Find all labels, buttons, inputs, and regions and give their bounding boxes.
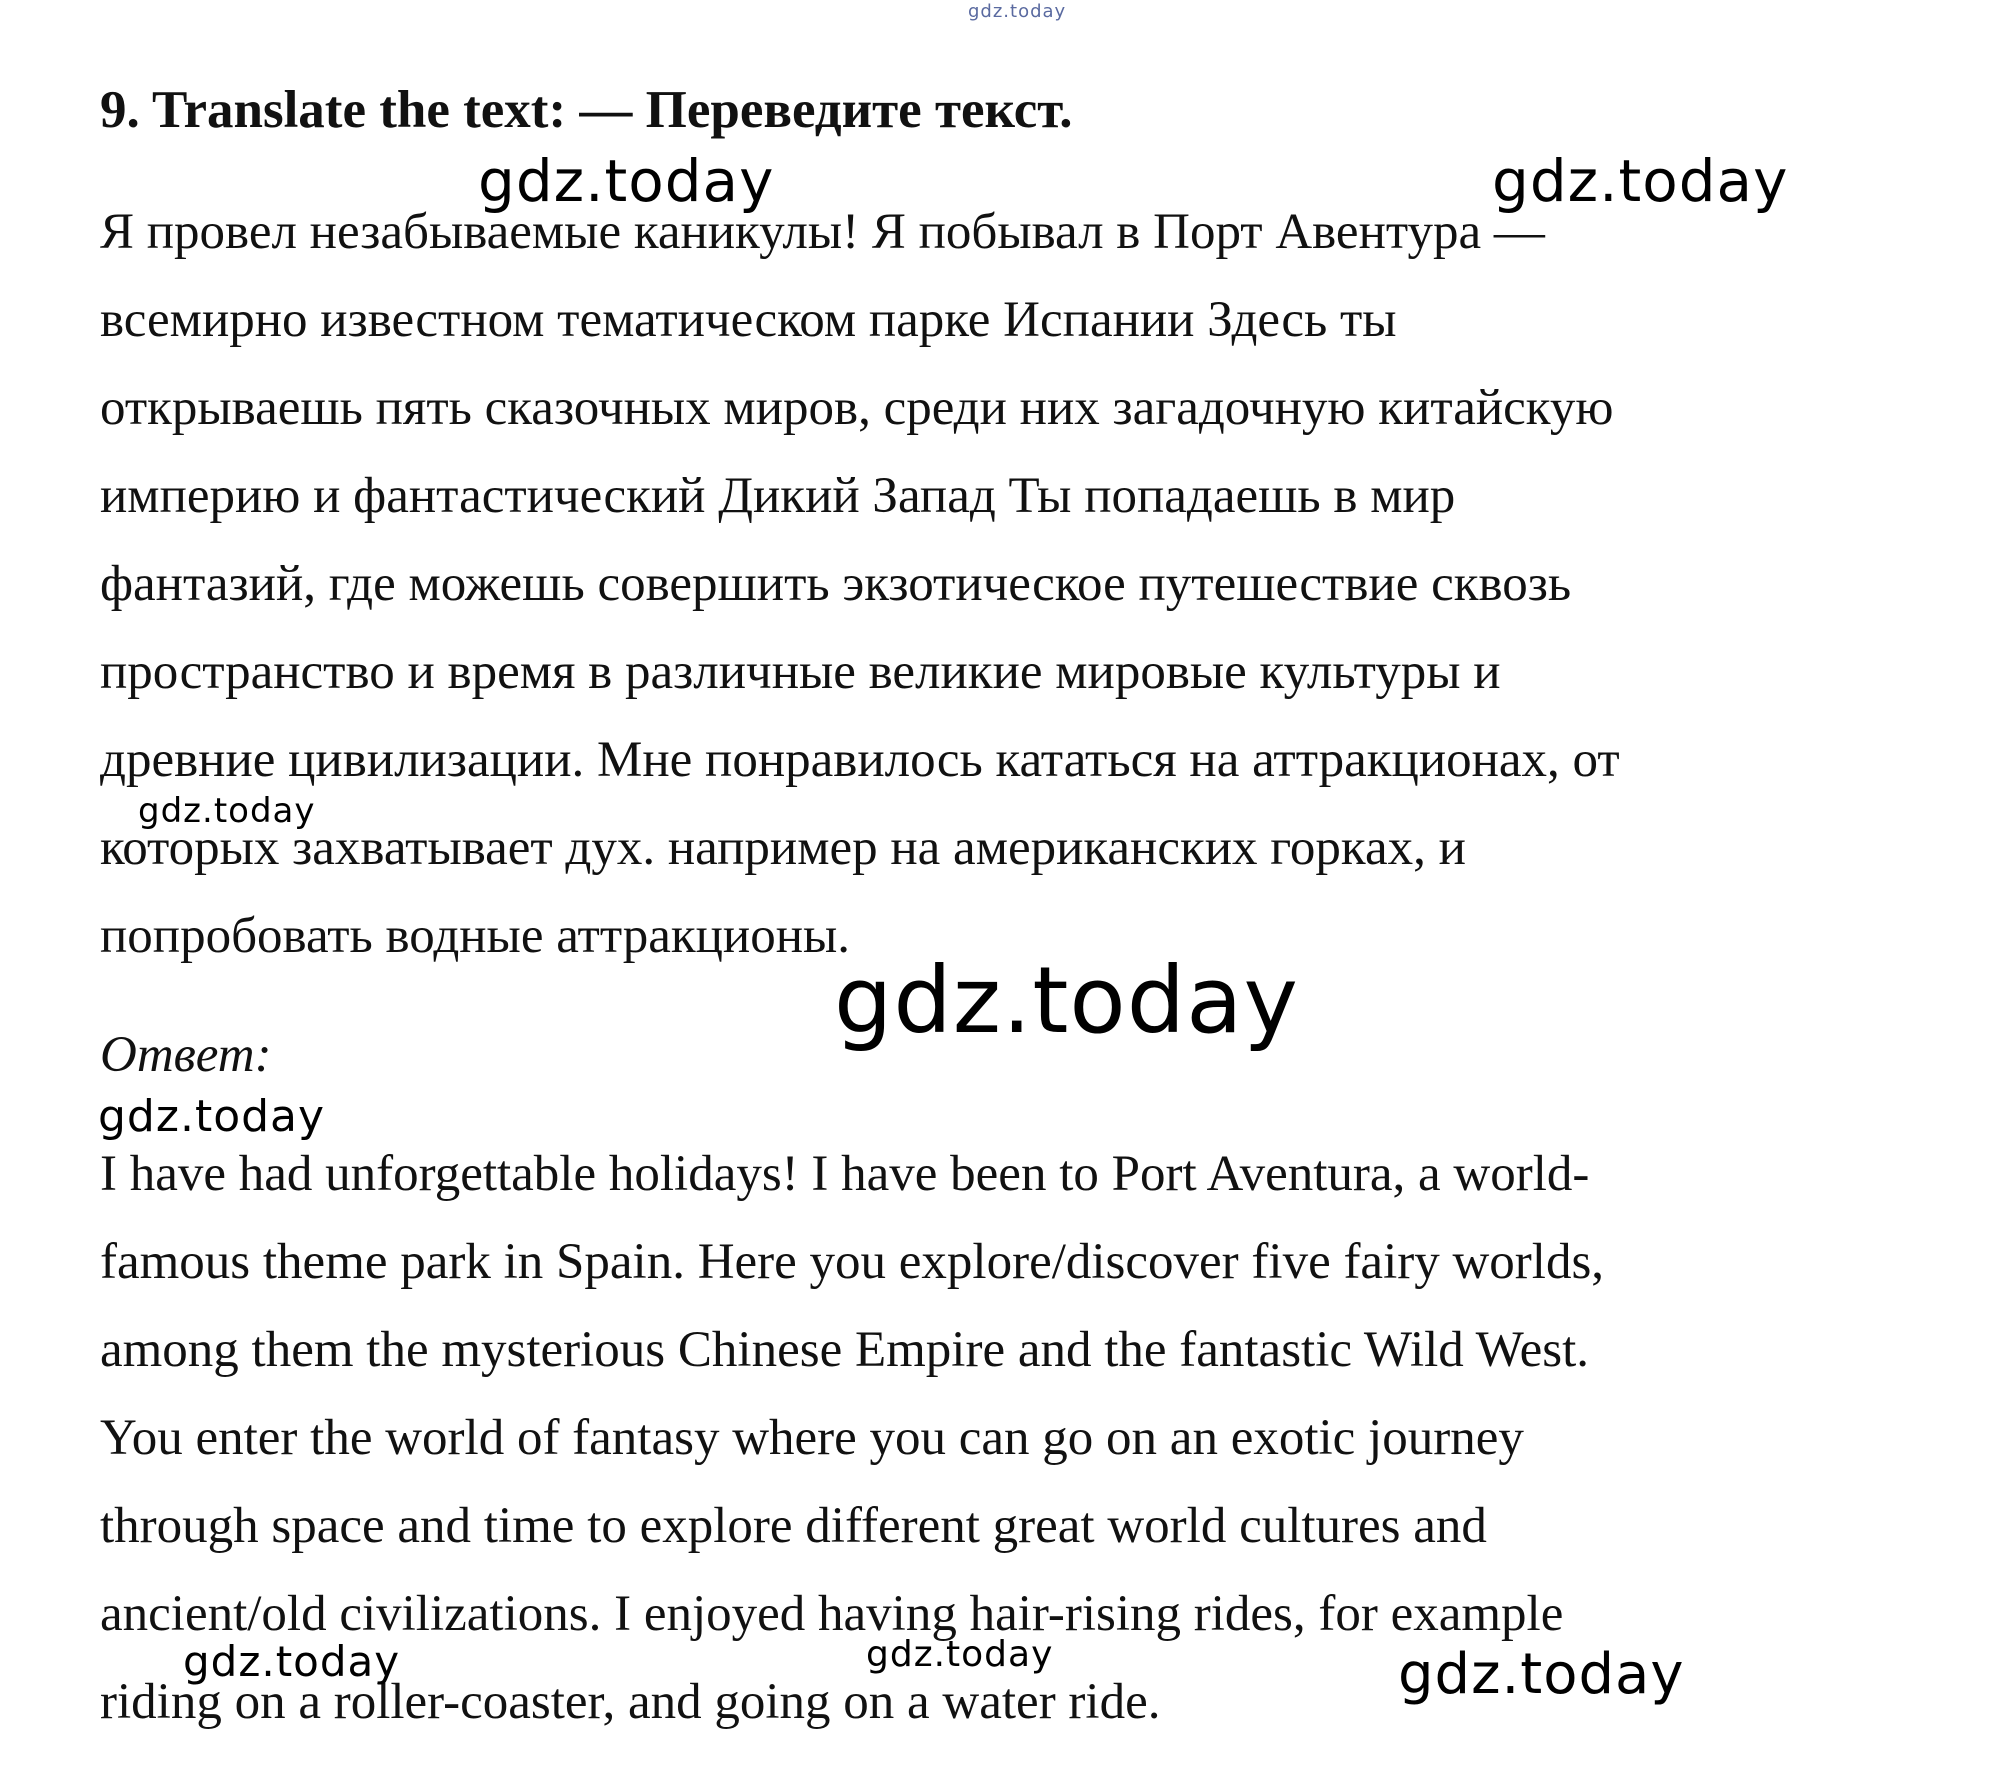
watermark: gdz.today [1492, 147, 1789, 215]
watermark-top: gdz.today [968, 1, 1067, 22]
watermark: gdz.today [478, 147, 775, 215]
answer-label: Ответ: [100, 1027, 272, 1083]
russian-line: фантазий, где можешь совершить экзотическое путешествие сквозь [100, 556, 1572, 612]
watermark: gdz.today [1398, 1642, 1685, 1707]
english-line: through space and time to explore different great world cultures and [100, 1498, 1487, 1554]
watermark: gdz.today [866, 1634, 1054, 1675]
english-line: You enter the world of fantasy where you can go on an exotic journey [100, 1410, 1524, 1466]
russian-line: попробовать водные аттракционы. [100, 908, 851, 964]
english-line: riding on a roller-coaster, and going on a water ride. [100, 1674, 1161, 1730]
russian-line: империю и фантастический Дикий Запад Ты попадаешь в мир [100, 468, 1456, 524]
english-line: among them the mysterious Chinese Empire and the fantastic Wild West. [100, 1322, 1590, 1378]
watermark: gdz.today [98, 1091, 326, 1142]
watermark: gdz.today [138, 791, 316, 831]
russian-line: которых захватывает дух. например на американских горках, и [100, 820, 1466, 876]
russian-text [100, 188, 1620, 980]
russian-line: открываешь пять сказочных миров, среди них загадочную китайскую [100, 380, 1614, 436]
english-line: famous theme park in Spain. Here you explore/discover five fairy worlds, [100, 1234, 1605, 1290]
russian-line: пространство и время в различные великие мировые культуры и [100, 644, 1501, 700]
english-line: I have had unforgettable holidays! I have been to Port Aventura, a world- [100, 1146, 1590, 1202]
russian-line: Я провел незабываемые каникулы! Я побывал в Порт Авентура — [100, 204, 1545, 260]
russian-line: всемирно известном тематическом парке Испании Здесь ты [100, 292, 1397, 348]
russian-line: древние цивилизации. Мне понравилось кататься на аттракционах, от [100, 732, 1620, 788]
task-heading: 9. Translate the text: — Переведите текст. [100, 81, 1073, 139]
english-line: ancient/old civilizations. I enjoyed having hair-rising rides, for example [100, 1586, 1564, 1642]
watermark: gdz.today [183, 1637, 401, 1686]
watermark: gdz.today [834, 947, 1299, 1054]
